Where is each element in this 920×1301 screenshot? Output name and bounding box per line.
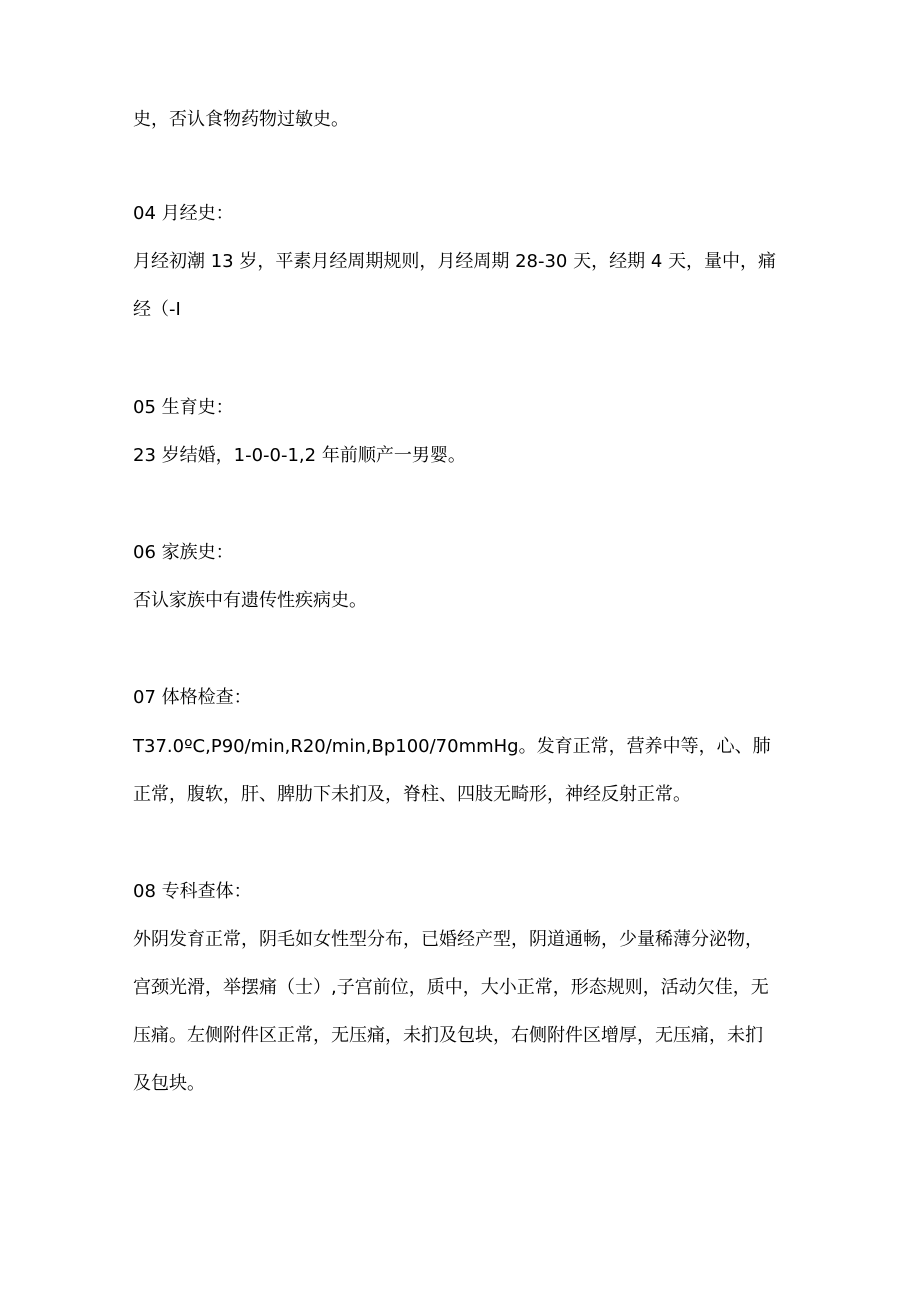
section-heading-physical-exam: 07 体格检查： (133, 687, 252, 708)
section-heading-reproductive-history: 05 生育史： (133, 397, 234, 418)
intro-line: 史，否认食物药物过敏史。 (133, 109, 349, 130)
paragraph-line: 正常，腹软，肝、脾肋下未扪及，脊柱、四肢无畸形，神经反射正常。 (133, 784, 691, 805)
paragraph-line: 否认家族中有遗传性疾病史。 (133, 590, 367, 611)
paragraph-line: 月经初潮 13 岁，平素月经周期规则，月经周期 28-30 天，经期 4 天，量中，痛 (133, 251, 776, 272)
paragraph-line: 压痛。左侧附件区正常，无压痛，未扪及包块，右侧附件区增厚，无压痛，未扪 (133, 1025, 763, 1046)
paragraph-line: 及包块。 (133, 1073, 205, 1094)
paragraph-line: T37.0ºC,P90/min,R20/min,Bp100/70mmHg。发育正常，营养中等，心、肺 (133, 736, 771, 757)
paragraph-line: 经（-I (133, 299, 181, 320)
section-heading-family-history: 06 家族史： (133, 542, 234, 563)
paragraph-line: 外阴发育正常，阴毛如女性型分布，已婚经产型，阴道通畅，少量稀薄分泌物， (133, 929, 763, 950)
paragraph-line: 宫颈光滑，举摆痛（士）,子宫前位，质中，大小正常，形态规则，活动欠佳，无 (133, 977, 769, 998)
section-heading-specialty-exam: 08 专科查体： (133, 881, 252, 902)
paragraph-line: 23 岁结婚，1-0-0-1,2 年前顺产一男婴。 (133, 445, 466, 466)
section-heading-menstrual-history: 04 月经史： (133, 203, 234, 224)
